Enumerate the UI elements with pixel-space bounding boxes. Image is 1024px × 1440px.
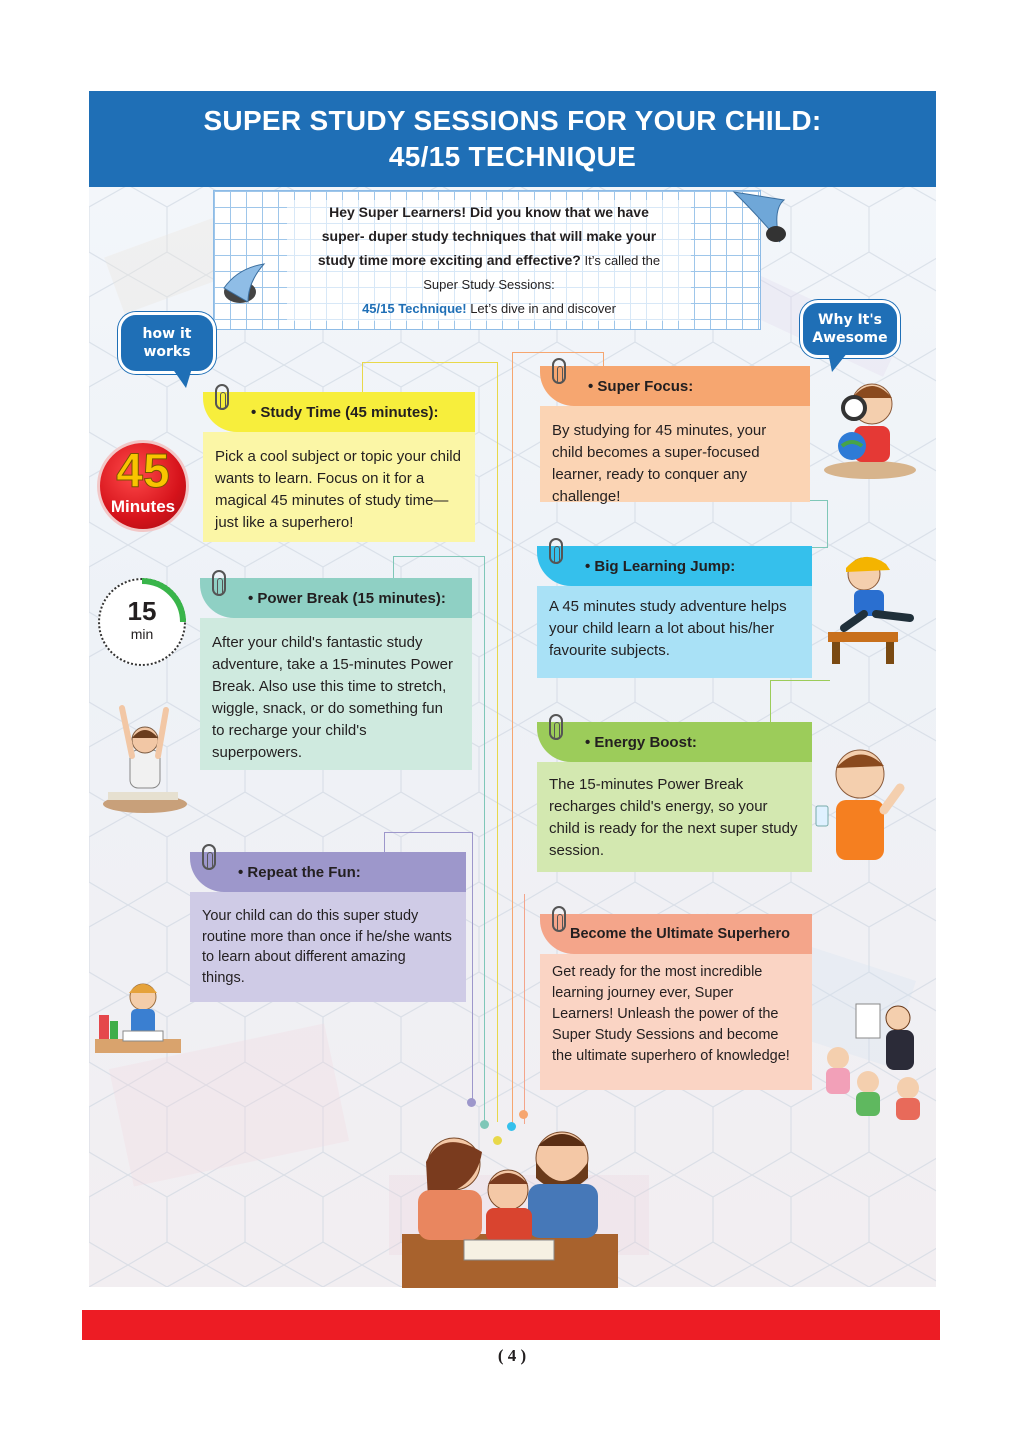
power-break-card-header: [200, 578, 472, 618]
paperclip-icon: [549, 714, 563, 740]
energetic-boy-illustration: [810, 740, 906, 866]
page-number: ( 4 ): [497, 1346, 527, 1365]
repeat-fun-card-title: • Repeat the Fun:: [238, 863, 361, 881]
connector-line: [384, 832, 472, 854]
paperclip-icon: [552, 906, 566, 932]
connector-line: [512, 352, 513, 1124]
connector-dot: [519, 1110, 528, 1119]
paperclip-icon: [212, 570, 226, 596]
connector-line: [524, 894, 525, 1124]
why-its-awesome-bubble: [800, 300, 900, 358]
forty-five-minutes-badge: [97, 440, 189, 532]
how-it-works-line-1: how it: [142, 326, 192, 342]
connector-line: [484, 556, 485, 1124]
intro-line-3-bold: study time more exciting and effective?: [317, 252, 581, 268]
super-focus-card: [540, 366, 810, 505]
why-awesome-line-2: Awesome: [812, 330, 888, 346]
footer-bar: [82, 1310, 940, 1340]
ultimate-superhero-card-title: Become the Ultimate Superhero: [570, 926, 790, 942]
repeat-fun-card-body: Your child can do this super study routine more than once if he/she wants to learn about different amazing things.: [190, 892, 466, 1002]
big-learning-jump-card-title: • Big Learning Jump:: [585, 557, 736, 575]
boy-with-magnifier-illustration: [818, 368, 918, 480]
big-learning-jump-card: [537, 546, 812, 678]
power-break-card: [200, 578, 472, 770]
super-focus-card-header: [540, 366, 810, 406]
ultimate-superhero-card-body: Get ready for the most incredible learning journey ever, Super Learners! Unleash the power of the Super Study Sessions and become the ultimate superhero of knowledge!: [540, 954, 812, 1090]
intro-line-1: Hey Super Learners! Did you know that we have: [329, 204, 649, 220]
energy-boost-card-body: The 15-minutes Power Break recharges child's energy, so your child is ready for the next super study session.: [537, 762, 812, 872]
intro-line-3-rest: It’s called the: [580, 253, 661, 268]
stretching-child-illustration: [100, 700, 190, 815]
study-time-card-header: [203, 392, 475, 432]
energy-boost-card: [537, 722, 812, 872]
title-line-2: 45/15 TECHNIQUE: [388, 141, 637, 172]
page-curl-icon: [732, 190, 788, 250]
intro-line-5: [287, 297, 691, 321]
page-curl-icon: [218, 262, 268, 312]
timer-number: 15: [127, 596, 157, 626]
connector-line: [497, 362, 498, 1122]
how-it-works-line-2: works: [143, 344, 191, 360]
paperclip-icon: [549, 538, 563, 564]
connector-line: [770, 680, 830, 724]
why-awesome-line-1: Why It's: [818, 312, 882, 328]
super-focus-card-body: By studying for 45 minutes, your child becomes a super-focused learner, ready to conquer any challenge!: [540, 406, 810, 502]
ultimate-superhero-card: [540, 914, 812, 1090]
connector-line: [472, 832, 473, 1100]
connector-line: [362, 362, 497, 392]
paperclip-icon: [215, 384, 229, 410]
repeat-fun-card: [190, 852, 466, 1002]
reading-girl-illustration: [95, 975, 181, 1055]
big-learning-jump-card-header: [537, 546, 812, 586]
power-break-card-title: • Power Break (15 minutes):: [248, 589, 446, 607]
power-break-card-body: After your child's fantastic study adventure, take a 15-minutes Power Break. Also use this time to stretch, wiggle, snack, or do something fun to recharge your child's superpowers.: [200, 618, 472, 770]
big-learning-jump-card-body: A 45 minutes study adventure helps your child learn a lot about his/her favourite subjects.: [537, 586, 812, 678]
how-it-works-bubble: [118, 312, 216, 374]
title-banner: [89, 91, 936, 187]
study-time-card-body: Pick a cool subject or topic your child wants to learn. Focus on it for a magical 45 minutes of study time—just like a superhero!: [203, 432, 475, 542]
intro-technique-name: 45/15 Technique!: [362, 301, 467, 316]
jumping-boy-illustration: [824, 548, 928, 666]
connector-line: [393, 556, 485, 580]
connector-dot: [467, 1098, 476, 1107]
timer-unit: min: [130, 626, 154, 642]
title-line-1: SUPER STUDY SESSIONS FOR YOUR CHILD:: [203, 105, 822, 136]
intro-line-3: [287, 248, 691, 273]
repeat-fun-card-header: [190, 852, 466, 892]
paperclip-icon: [552, 358, 566, 384]
family-studying-illustration: [402, 1122, 618, 1288]
super-focus-card-title: • Super Focus:: [588, 377, 694, 395]
paperclip-icon: [202, 844, 216, 870]
bubble-tail-icon: [170, 368, 194, 390]
badge-number: 45: [116, 445, 170, 498]
fifteen-minute-timer: [98, 578, 186, 666]
connector-line: [810, 500, 828, 548]
children-group-illustration: [808, 996, 942, 1126]
intro-line-4: Super Study Sessions:: [423, 277, 555, 292]
badge-unit: Minutes: [110, 497, 176, 516]
study-time-card: [203, 392, 475, 542]
energy-boost-card-header: [537, 722, 812, 762]
study-time-card-title: • Study Time (45 minutes):: [251, 403, 439, 421]
energy-boost-card-title: • Energy Boost:: [585, 733, 697, 751]
intro-text: [287, 200, 691, 321]
ultimate-superhero-card-header: [540, 914, 812, 954]
intro-line-2: super- duper study techniques that will make your: [321, 228, 657, 244]
intro-line-5-rest: Let’s dive in and discover: [466, 301, 616, 316]
